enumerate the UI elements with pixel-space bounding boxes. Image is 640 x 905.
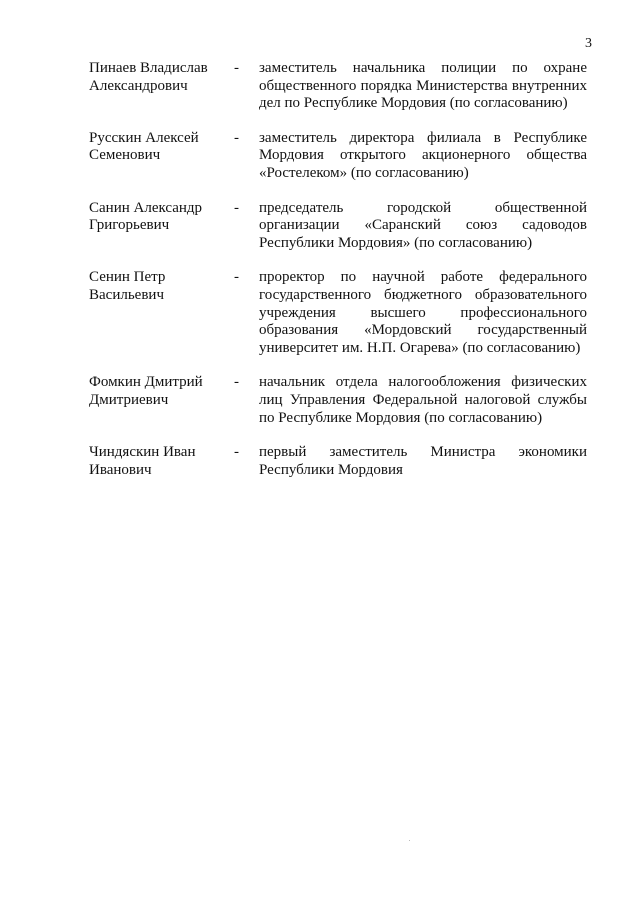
member-name [89,60,234,95]
member-name [89,444,234,479]
member-surname-first: Фомкин Дмитрий [89,374,203,391]
member-row [89,269,589,357]
member-dash: - [234,60,239,76]
member-name [89,269,234,304]
member-patronymic: Васильевич [89,286,164,303]
member-patronymic: Григорьевич [89,217,170,234]
member-position: заместитель директора филиала в Республике Мордовия открытого акционерного общества «Ростелеком» (по согласованию) [259,129,587,181]
member-dash: - [234,199,239,216]
page-number: 3 [585,36,592,51]
scan-speck [409,840,410,841]
member-name [89,200,234,235]
member-row [89,60,589,113]
member-patronymic: Иванович [89,461,152,478]
member-dash: - [234,374,239,391]
member-name [89,374,234,409]
member-surname-first: Чиндяскин Иван [89,444,196,461]
member-position: председатель городской общественной организации «Саранский союз садоводов Республики Мордовия» (по согласованию) [259,199,587,251]
member-position: первый заместитель Министра экономики Республики Мордовия [259,444,587,478]
member-position: заместитель начальника полиции по охране общественного порядка Министерства внутренних дел по Республике Мордовия (по согласованию) [259,60,587,112]
member-surname-first: Санин Александр [89,199,203,216]
member-surname-first: Русскин Алексей [89,129,199,146]
member-surname-first: Сенин Петр [89,269,166,286]
member-position: проректор по научной работе федерального государственного бюджетного образовательного учреждения высшего профессионального образования «Мордовский государственный университет им. Н.П. Огарева» (по согласованию) [259,269,587,356]
member-patronymic: Семенович [89,147,161,164]
member-dash: - [234,444,239,461]
member-row [89,374,589,427]
member-dash: - [234,269,239,286]
member-row [89,130,589,183]
member-name [89,130,234,165]
members-list [89,60,589,496]
member-patronymic: Дмитриевич [89,391,169,408]
member-patronymic: Александрович [89,77,188,94]
member-row [89,444,589,479]
member-position: начальник отдела налогообложения физических лиц Управления Федеральной налоговой службы по Республике Мордовия (по согласованию) [259,374,587,426]
member-surname-first: Пинаев Владислав [89,60,208,76]
member-dash: - [234,129,239,146]
member-row [89,200,589,253]
